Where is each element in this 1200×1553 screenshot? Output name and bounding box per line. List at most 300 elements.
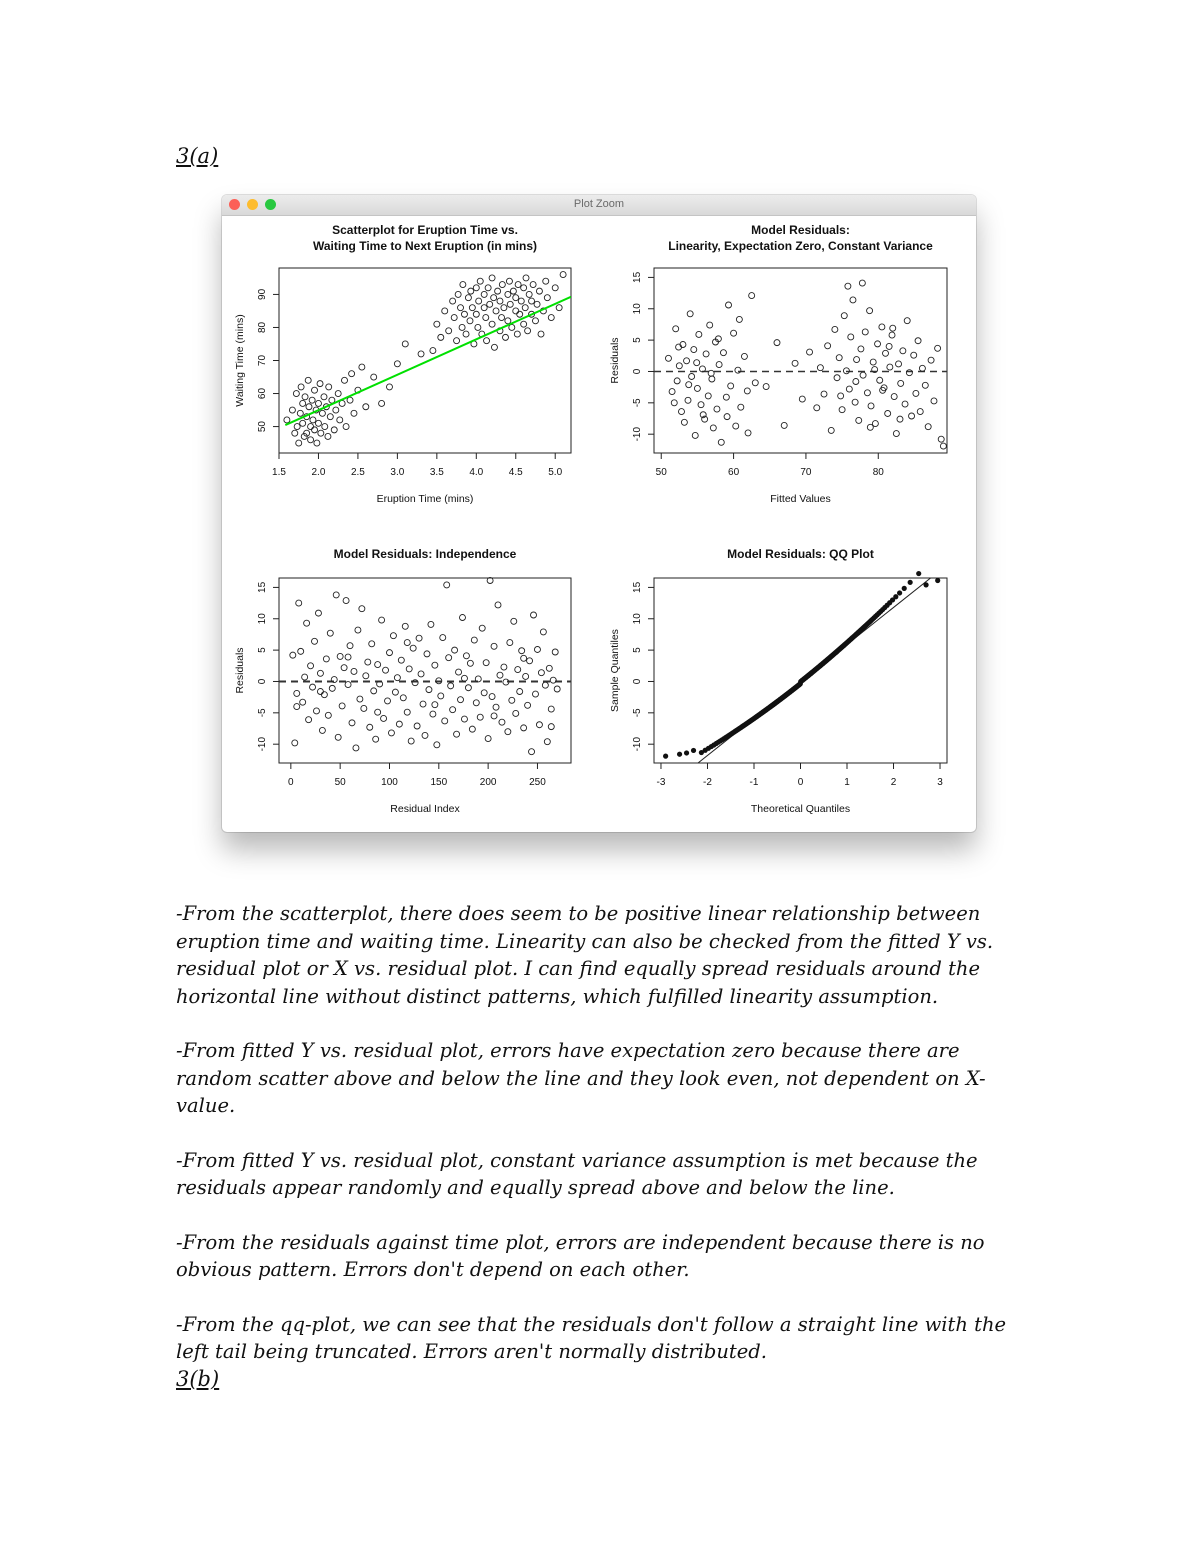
window-title: Plot Zoom — [573, 198, 625, 210]
plot1-x-tick-label: 4.0 — [469, 467, 484, 478]
plot3-point — [381, 715, 387, 721]
plot3-y-tick-label: 0 — [257, 678, 268, 685]
plot3-point — [313, 708, 319, 714]
plot1-point — [451, 315, 457, 321]
plot3-point — [548, 724, 554, 730]
plot2-point — [665, 355, 671, 361]
plot2-point — [678, 409, 684, 415]
plot1-point — [418, 351, 424, 357]
plot3-point — [511, 618, 517, 624]
plot1-point — [363, 404, 369, 410]
plot3-point — [420, 701, 426, 707]
plot3-point — [327, 630, 333, 636]
plot2-point — [834, 375, 840, 381]
plot2-point — [774, 340, 780, 346]
plot3-point — [369, 641, 375, 647]
plot2-x-tick-label: 60 — [728, 467, 740, 478]
plot1-point — [473, 311, 479, 317]
plot1-point — [315, 420, 321, 426]
plot1-point — [342, 377, 348, 383]
plot1-point — [455, 291, 461, 297]
plot3-point — [361, 705, 367, 711]
plot4-x-tick-label: 3 — [937, 777, 943, 788]
plot2-point — [909, 413, 915, 419]
plot3-point — [386, 650, 392, 656]
plot2-point — [867, 424, 873, 430]
plot3-point — [339, 703, 345, 709]
plot3-point — [404, 709, 410, 715]
plot4-y-tick-label: -5 — [632, 708, 643, 718]
plot1-point — [501, 305, 507, 311]
plot2-point — [714, 406, 720, 412]
plot1-point — [343, 424, 349, 430]
plot3-point — [475, 676, 481, 682]
plot1-point — [308, 437, 314, 443]
plot1-y-tick-label: 60 — [257, 387, 268, 400]
plot2-point — [938, 436, 944, 442]
plot4-y-tick-label: 10 — [632, 613, 643, 625]
plot1-point — [530, 282, 536, 288]
plot4-qq-point — [902, 586, 907, 591]
plot2-point — [731, 330, 737, 336]
plot3-point — [333, 592, 339, 598]
plot1-point — [476, 298, 482, 304]
plot1-point — [475, 324, 481, 330]
plot3-point — [294, 704, 300, 710]
plot1-point — [317, 381, 323, 387]
plot2-point — [807, 349, 813, 355]
plot1-x-tick-label: 1.5 — [272, 467, 286, 478]
plot3-point — [304, 620, 310, 626]
plot3-x-tick-label: 150 — [430, 777, 448, 788]
plot3-y-axis-label: Residuals — [234, 647, 246, 694]
plot1-point — [493, 308, 499, 314]
plot1-y-tick-label: 50 — [257, 421, 268, 433]
plot4-y-tick-label: -10 — [632, 736, 643, 752]
plot1-point — [337, 417, 343, 423]
plot4-y-axis-label: Sample Quantiles — [609, 629, 621, 712]
plot3-point — [351, 668, 357, 674]
plot3-point — [292, 740, 298, 746]
plot3-point — [479, 625, 485, 631]
plot3-point — [341, 665, 347, 671]
plot1-point — [294, 424, 300, 430]
plot4-x-tick-label: 0 — [797, 777, 804, 788]
plot3-point — [442, 718, 448, 724]
paragraph-expectation-zero: -From fitted Y vs. residual plot, errors have expectation zero because there are random scatter above and below the line and they look even, not dependent on X-value. — [176, 1039, 986, 1117]
plot2-point — [709, 376, 715, 382]
plot1-point — [517, 311, 523, 317]
plot1-point — [515, 282, 521, 288]
plot1-point — [292, 430, 298, 436]
plot2-point — [694, 360, 700, 366]
plot1-point — [284, 417, 290, 423]
plot1-point — [300, 400, 306, 406]
plot1-point — [454, 338, 460, 344]
plot2-point — [870, 359, 876, 365]
plot2-point — [814, 405, 820, 411]
plot2-point — [896, 361, 902, 367]
plot2-point — [724, 414, 730, 420]
plot3-point — [310, 684, 316, 690]
plot1-point — [394, 361, 400, 367]
plot3-point — [467, 660, 473, 666]
plot1-point — [534, 301, 540, 307]
plot3-y-tick-label: -5 — [257, 708, 268, 718]
plot3-point — [525, 702, 531, 708]
plot2-y-tick-label: 0 — [632, 368, 643, 375]
plot3-point — [529, 749, 535, 755]
plot2-point — [928, 357, 934, 363]
plot1-x-tick-label: 3.5 — [429, 467, 444, 478]
plot3-point — [497, 672, 503, 678]
plot3-point — [521, 655, 527, 661]
plot1-point — [349, 371, 355, 377]
plot3-point — [373, 736, 379, 742]
plot2-point — [763, 384, 769, 390]
plot2-point — [817, 365, 823, 371]
plot1-point — [544, 295, 550, 301]
plot2-point — [850, 297, 856, 303]
plot3-point — [315, 610, 321, 616]
plot1-point — [532, 318, 538, 324]
plot1-point — [521, 321, 527, 327]
plot3-title: Model Residuals: Independence — [333, 547, 517, 561]
plot3-point — [343, 598, 349, 604]
plot3-point — [367, 724, 373, 730]
plot3-point — [321, 692, 327, 698]
plot2-point — [906, 370, 912, 376]
plot3-point — [317, 689, 323, 695]
plot2-point — [891, 394, 897, 400]
plot2-point — [726, 302, 732, 308]
paragraph-normality: -From the qq-plot, we can see that the residuals don't follow a straight line with the left tail being truncated. Errors aren't normally distributed. — [176, 1312, 1007, 1363]
plot3-y-tick-label: 10 — [257, 613, 268, 625]
plot3-point — [459, 615, 465, 621]
plot1-point — [293, 391, 299, 397]
plot2-point — [846, 386, 852, 392]
plot3-point — [394, 675, 400, 681]
plot2-point — [839, 407, 845, 413]
plot1-point — [322, 424, 328, 430]
plot1-point — [438, 334, 444, 340]
plot3-point — [402, 623, 408, 629]
plot2-point — [885, 410, 891, 416]
plot3-point — [308, 663, 314, 669]
plot1-point — [491, 344, 497, 350]
plot2-point — [859, 280, 865, 286]
plot2-point — [853, 379, 859, 385]
plot4-x-axis-label: Theoretical Quantiles — [750, 803, 851, 815]
plot4-x-tick-label: -1 — [749, 777, 759, 788]
plot3-point — [388, 730, 394, 736]
plot2-point — [825, 343, 831, 349]
plot3-point — [406, 666, 412, 672]
plot1-point — [458, 305, 464, 311]
plot2-point — [705, 393, 711, 399]
plot2-point — [735, 367, 741, 373]
plot3-x-tick-label: 0 — [288, 777, 294, 788]
plot4-x-tick-label: -2 — [703, 777, 712, 788]
plot4-qq-point — [677, 752, 682, 757]
plot2-point — [716, 362, 722, 368]
plot3-point — [325, 712, 331, 718]
plot3-x-tick-label: 100 — [381, 777, 398, 788]
plot2-point — [676, 363, 682, 369]
plot1-point — [481, 305, 487, 311]
plot1-point — [497, 298, 503, 304]
plot2-point — [904, 318, 910, 324]
plot1-point — [543, 278, 549, 284]
plot3-point — [505, 729, 511, 735]
plot3-point — [428, 621, 434, 627]
plot1-x-tick-label: 5.0 — [548, 467, 563, 478]
plot2-point — [883, 350, 889, 356]
plot1-y-tick-label: 80 — [257, 321, 268, 334]
plot2-title: Model Residuals: — [751, 223, 850, 237]
plot1-point — [430, 348, 436, 354]
plot4-x-tick-label: 1 — [844, 777, 850, 788]
plot3-point — [554, 686, 560, 692]
plot1-y-tick-label: 70 — [257, 354, 268, 367]
plot1-point — [310, 417, 316, 423]
plot2-point — [738, 404, 744, 410]
plot1-x-tick-label: 2.5 — [350, 467, 365, 478]
plot2-point — [877, 377, 883, 383]
plot1-point — [477, 278, 483, 284]
plot1-point — [315, 400, 321, 406]
plot3-point — [424, 651, 430, 657]
plot2-point — [696, 331, 702, 337]
plot3-point — [471, 637, 477, 643]
plot3-point — [355, 627, 361, 633]
plot4-qq-point — [897, 590, 902, 595]
plot1-point — [513, 308, 519, 314]
plot3-point — [536, 722, 542, 728]
plot2-point — [720, 350, 726, 356]
plot3-point — [385, 698, 391, 704]
plot1-point — [326, 384, 332, 390]
plot3-point — [359, 606, 365, 612]
plot2-point — [886, 343, 892, 349]
plot1-point — [308, 424, 314, 430]
plot1-point — [483, 315, 489, 321]
plot3-point — [290, 652, 296, 658]
plot2-point — [708, 370, 714, 376]
plot3-point — [335, 734, 341, 740]
plot2-point — [919, 365, 925, 371]
plot3-point — [501, 664, 507, 670]
plot1-point — [510, 288, 516, 294]
plot2-point — [858, 346, 864, 352]
plot4-x-tick-label: -3 — [656, 777, 666, 788]
plot1-point — [467, 318, 473, 324]
plot2-point — [893, 431, 899, 437]
plot1-point — [331, 427, 337, 433]
plot2-x-tick-label: 50 — [655, 467, 667, 478]
plot1-point — [536, 288, 542, 294]
plot2-point — [799, 396, 805, 402]
plot1-point — [297, 410, 303, 416]
plot3-point — [294, 690, 300, 696]
plot2-point — [741, 353, 747, 359]
window-titlebar[interactable] — [222, 195, 976, 216]
plot2-point — [691, 347, 697, 353]
plot3-point — [408, 738, 414, 744]
plot2-point — [875, 341, 881, 347]
plot1-point — [312, 427, 318, 433]
plot3-point — [499, 719, 505, 725]
plot2-point — [821, 391, 827, 397]
plot3-point — [440, 635, 446, 641]
plot2-point — [922, 382, 928, 388]
plot3-point — [349, 720, 355, 726]
plot2-point — [718, 439, 724, 445]
plot2-point — [868, 403, 874, 409]
plot1-point — [489, 275, 495, 281]
plot3-point — [434, 742, 440, 748]
plot3-point — [357, 696, 363, 702]
plot2-point — [887, 364, 893, 370]
plot3-point — [491, 713, 497, 719]
plot1-point — [522, 305, 528, 311]
plot3-point — [390, 633, 396, 639]
plot1-point — [473, 285, 479, 291]
plot1-point — [302, 394, 308, 400]
plot2-point — [687, 311, 693, 317]
plot3-point — [375, 662, 381, 668]
plot1-point — [514, 331, 520, 337]
residual-plots-grid — [222, 216, 976, 832]
plot2-x-axis-label: Fitted Values — [770, 493, 831, 505]
plot1-point — [548, 315, 554, 321]
plot2-point — [669, 389, 675, 395]
paragraph-constant-variance: -From fitted Y vs. residual plot, constant variance assumption is met because the residuals appear randomly and equally spread above and below the line. — [176, 1148, 978, 1199]
plot1-point — [484, 338, 490, 344]
plot3-y-tick-label: -10 — [257, 736, 268, 752]
plot2-point — [860, 372, 866, 378]
plot1-point — [434, 321, 440, 327]
plot3-point — [353, 745, 359, 751]
plot2-y-axis-label: Residuals — [609, 337, 621, 384]
plot3-point — [371, 688, 377, 694]
plot3-point — [392, 689, 398, 695]
plot2-point — [674, 378, 680, 384]
plot3-point — [312, 638, 318, 644]
plot2-point — [681, 419, 687, 425]
plot1-point — [450, 298, 456, 304]
plot1-point — [446, 328, 452, 334]
plot3-point — [300, 699, 306, 705]
plot1-point — [525, 328, 531, 334]
plot1-point — [402, 341, 408, 347]
plot3-point — [298, 648, 304, 654]
plot4-qq-point — [893, 594, 898, 599]
plot3-x-tick-label: 50 — [334, 777, 346, 788]
paragraph-independence: -From the residuals against time plot, errors are independent because there is no obvious pattern. Errors don't depend on each other. — [176, 1230, 985, 1281]
plot1-point — [386, 384, 392, 390]
plot2-point — [752, 380, 758, 386]
plot3-point — [306, 717, 312, 723]
plot3-point — [461, 716, 467, 722]
plot1-point — [513, 295, 519, 301]
plot3-point — [337, 653, 343, 659]
plot2-point — [879, 324, 885, 330]
plot3-point — [513, 710, 519, 716]
plot1-point — [499, 315, 505, 321]
plot2-point — [845, 283, 851, 289]
plot4-qq-point — [935, 578, 940, 583]
plot2-point — [864, 390, 870, 396]
plot1-point — [327, 414, 333, 420]
plot2-point — [723, 394, 729, 400]
plot1-point — [468, 288, 474, 294]
plot2-x-tick-label: 70 — [800, 467, 812, 478]
plot3-point — [517, 689, 523, 695]
plot2-point — [931, 398, 937, 404]
plot1-point — [485, 285, 491, 291]
plot3-point — [296, 600, 302, 606]
plot3-point — [375, 709, 381, 715]
plot3-point — [446, 655, 452, 661]
plot3-point — [329, 685, 335, 691]
plot3-point — [546, 665, 552, 671]
plot3-point — [414, 723, 420, 729]
paragraph-linearity: -From the scatterplot, there does seem to be positive linear relationship between eruption time and waiting time. Linearity can also be checked from the fitted Y vs. residual plot or X vs. residual plot. I can find equally spread residuals around the horizontal line without distinct patterns, which fulfilled linearity assumption. — [176, 902, 994, 1008]
plot1-point — [314, 440, 320, 446]
plot3-point — [523, 673, 529, 679]
plot3-frame — [279, 578, 571, 763]
plot1-point — [499, 282, 505, 288]
plot3-point — [410, 645, 416, 651]
plot2-point — [862, 329, 868, 335]
plot1-point — [489, 321, 495, 327]
plot1-subtitle: Waiting Time to Next Eruption (in mins) — [313, 239, 537, 253]
plot3-point — [396, 721, 402, 727]
plot3-point — [452, 647, 458, 653]
plot3-point — [489, 694, 495, 700]
plot3-point — [454, 731, 460, 737]
plot1-point — [442, 308, 448, 314]
plot1-point — [560, 272, 566, 278]
plot3-x-tick-label: 200 — [479, 777, 497, 788]
plot4-title: Model Residuals: QQ Plot — [727, 547, 874, 561]
plot2-y-tick-label: 15 — [632, 271, 643, 283]
plot3-point — [534, 646, 540, 652]
plot2-point — [703, 351, 709, 357]
plot2-point — [671, 400, 677, 406]
plot2-y-tick-label: -10 — [632, 426, 643, 442]
section-heading-3b: 3(b) — [176, 1367, 220, 1391]
plot3-x-axis-label: Residual Index — [390, 803, 460, 815]
plot1-point — [333, 407, 339, 413]
plot3-point — [426, 687, 432, 693]
plot2-point — [935, 345, 941, 351]
plot1-title: Scatterplot for Eruption Time vs. — [332, 223, 518, 237]
plot2-point — [848, 334, 854, 340]
plot3-y-tick-label: 5 — [257, 647, 268, 653]
plot2-y-tick-label: -5 — [632, 398, 643, 408]
plot4-qq-point — [691, 748, 696, 753]
plot2-point — [792, 360, 798, 366]
plot3-point — [438, 693, 444, 699]
plot1-point — [319, 410, 325, 416]
plot1-x-tick-label: 3.0 — [390, 467, 405, 478]
plot1-point — [518, 298, 524, 304]
plot-zoom-window — [222, 195, 976, 832]
plot1-point — [351, 410, 357, 416]
plot3-point — [319, 727, 325, 733]
